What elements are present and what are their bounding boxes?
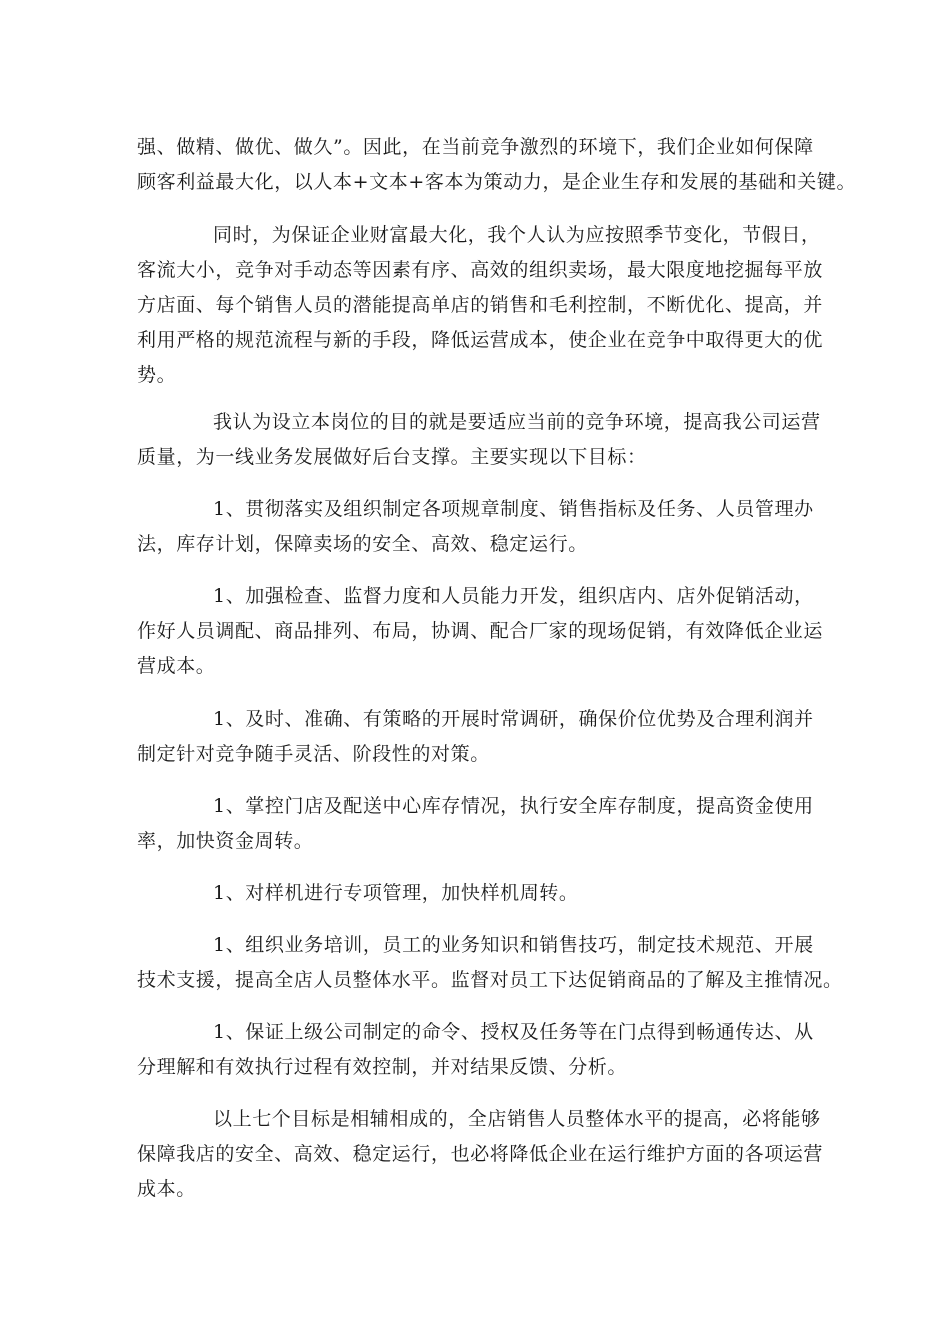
text-line: 以上七个目标是相辅相成的，全店销售人员整体水平的提高，必将能够 — [213, 1108, 821, 1130]
goal-item-training — [137, 928, 843, 998]
paragraph-intro-continuation — [137, 130, 857, 200]
text-line: 客流大小，竞争对手动态等因素有序、高效的组织卖场，最大限度地挖掘每平放 — [137, 259, 824, 281]
text-line: 同时，为保证企业财富最大化，我个人认为应按照季节变化，节假日， — [213, 224, 821, 246]
paragraph-wealth-maximization — [137, 218, 837, 393]
text-line: 势。 — [137, 364, 177, 386]
text-line: 我认为设立本岗位的目的就是要适应当前的竞争环境，提高我公司运营 — [213, 411, 821, 433]
text-line: 作好人员调配、商品排列、布局，协调、配合厂家的现场促销，有效降低企业运 — [137, 620, 824, 642]
goal-item-research — [137, 702, 837, 772]
text-line: 技术支援，提高全店人员整体水平。监督对员工下达促销商品的了解及主推情况。 — [137, 969, 843, 991]
text-line: 1、及时、准确、有策略的开展时常调研，确保价位优势及合理利润并 — [213, 708, 814, 730]
goal-item-inspection — [137, 579, 837, 684]
text-line: 成本。 — [137, 1178, 196, 1200]
text-line: 方店面、每个销售人员的潜能提高单店的销售和毛利控制，不断优化、提高，并 — [137, 294, 824, 316]
paragraph-position-purpose — [137, 405, 837, 475]
text-line: 营成本。 — [137, 655, 216, 677]
text-line: 1、保证上级公司制定的命令、授权及任务等在门点得到畅通传达、从 — [213, 1021, 814, 1043]
goal-item-inventory — [137, 789, 837, 859]
text-line: 分理解和有效执行过程有效控制，并对结果反馈、分析。 — [137, 1056, 628, 1078]
text-line: 1、组织业务培训，员工的业务知识和销售技巧，制定技术规范、开展 — [213, 934, 814, 956]
text-line: 法，库存计划，保障卖场的安全、高效、稳定运行。 — [137, 533, 588, 555]
paragraph-conclusion — [137, 1102, 837, 1207]
text-line: 质量，为一线业务发展做好后台支撑。主要实现以下目标： — [137, 446, 647, 468]
goal-item-execution — [137, 1015, 837, 1085]
text-line: 率，加快资金周转。 — [137, 830, 314, 852]
text-line: 保障我店的安全、高效、稳定运行，也必将降低企业在运行维护方面的各项运营 — [137, 1143, 824, 1165]
goal-item-rules — [137, 492, 837, 562]
text-line: 强、做精、做优、做久”。因此，在当前竞争激烈的环境下，我们企业如何保障 — [137, 136, 814, 158]
text-line: 利用严格的规范流程与新的手段，降低运营成本，使企业在竞争中取得更大的优 — [137, 329, 824, 351]
text-line: 制定针对竞争随手灵活、阶段性的对策。 — [137, 743, 490, 765]
text-line: 顾客利益最大化，以人本+文本+客本为策动力，是企业生存和发展的基础和关键。 — [137, 171, 857, 193]
goal-item-samples — [137, 876, 837, 911]
text-line: 1、掌控门店及配送中心库存情况，执行安全库存制度，提高资金使用 — [213, 795, 814, 817]
text-line: 1、贯彻落实及组织制定各项规章制度、销售指标及任务、人员管理办 — [213, 498, 814, 520]
text-line: 1、对样机进行专项管理，加快样机周转。 — [213, 882, 579, 904]
text-line: 1、加强检查、监督力度和人员能力开发，组织店内、店外促销活动， — [213, 585, 814, 607]
